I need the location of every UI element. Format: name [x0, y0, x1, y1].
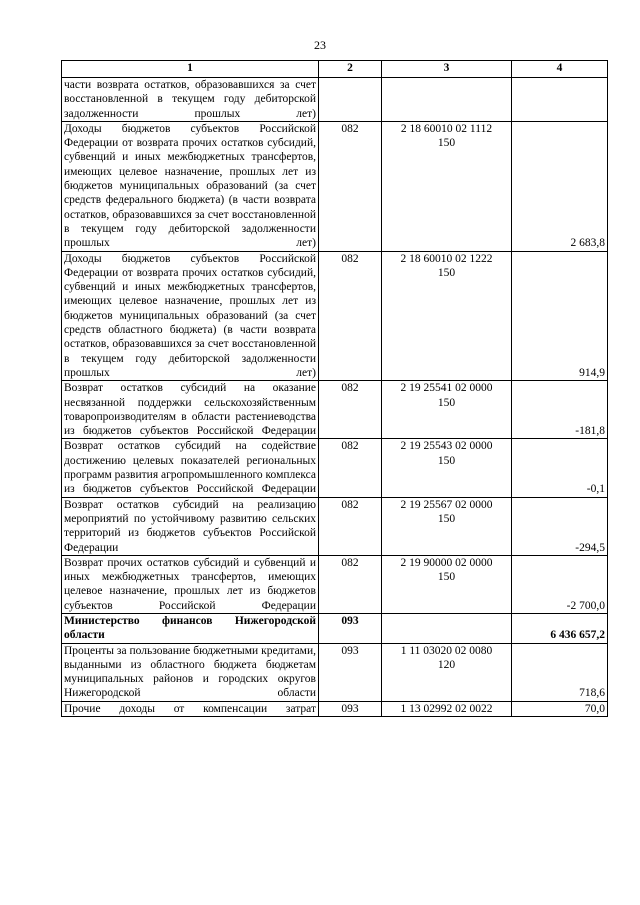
table-row — [62, 555, 608, 613]
row-amount: -2 700,0 — [512, 555, 608, 613]
row-budget-classification-code: 2 18 60010 02 1112 150 — [382, 121, 512, 251]
row-description: Министерство финансов Нижегородской области — [62, 613, 319, 643]
row-budget-classification-code — [382, 78, 512, 122]
row-admin-code: 093 — [319, 643, 382, 701]
row-amount: 718,6 — [512, 643, 608, 701]
row-amount: 70,0 — [512, 701, 608, 716]
column-header-2: 2 — [319, 61, 382, 78]
row-description: Возврат прочих остатков субсидий и субвенций и иных межбюджетных трансфертов, имеющих целевое назначение, прошлых лет из бюджетов субъектов Российской Федерации — [62, 555, 319, 613]
row-budget-classification-code: 2 19 90000 02 0000 150 — [382, 555, 512, 613]
row-amount: -0,1 — [512, 439, 608, 497]
row-admin-code: 093 — [319, 613, 382, 643]
row-description: Проценты за пользование бюджетными кредитами, выданными из областного бюджета бюджетам муниципальных районов и городских округов Нижегородской области — [62, 643, 319, 701]
row-admin-code: 082 — [319, 497, 382, 555]
row-budget-classification-code: 1 13 02992 02 0022 — [382, 701, 512, 716]
row-admin-code: 082 — [319, 251, 382, 381]
row-budget-classification-code: 2 18 60010 02 1222 150 — [382, 251, 512, 381]
row-amount — [512, 78, 608, 122]
row-description: Доходы бюджетов субъектов Российской Федерации от возврата прочих остатков субсидий, субвенций и иных межбюджетных трансфертов, имеющих целевое назначение, прошлых лет из бюджетов муниципальных образований (за счет средств областного бюджета) (в части возврата остатков, образовавшихся за счет восстановленной в текущем году дебиторской задолженности прошлых лет) — [62, 251, 319, 381]
row-admin-code: 082 — [319, 439, 382, 497]
row-description: Прочие доходы от компенсации затрат — [62, 701, 319, 716]
row-budget-classification-code: 2 19 25543 02 0000 150 — [382, 439, 512, 497]
row-description: части возврата остатков, образовавшихся за счет восстановленной в текущем году дебиторской задолженности прошлых лет) — [62, 78, 319, 122]
budget-revenue-table — [61, 60, 608, 717]
table-row — [62, 78, 608, 122]
row-description: Возврат остатков субсидий на реализацию мероприятий по устойчивому развитию сельских территорий из бюджетов субъектов Российской Федерации — [62, 497, 319, 555]
row-amount: -294,5 — [512, 497, 608, 555]
column-header-3: 3 — [382, 61, 512, 78]
row-budget-classification-code: 2 19 25567 02 0000 150 — [382, 497, 512, 555]
column-header-1: 1 — [62, 61, 319, 78]
row-description: Возврат остатков субсидий на оказание несвязанной поддержки сельскохозяйственным товаропроизводителям в области растениеводства из бюджетов субъектов Российской Федерации — [62, 381, 319, 439]
table-row — [62, 613, 608, 643]
row-admin-code: 082 — [319, 555, 382, 613]
row-amount: -181,8 — [512, 381, 608, 439]
row-amount: 914,9 — [512, 251, 608, 381]
row-budget-classification-code: 2 19 25541 02 0000 150 — [382, 381, 512, 439]
row-admin-code: 082 — [319, 381, 382, 439]
row-admin-code: 082 — [319, 121, 382, 251]
table-row — [62, 643, 608, 701]
table-row — [62, 251, 608, 381]
row-description: Доходы бюджетов субъектов Российской Федерации от возврата прочих остатков субсидий, субвенций и иных межбюджетных трансфертов, имеющих целевое назначение, прошлых лет из бюджетов муниципальных образований (за счет средств федерального бюджета) (в части возврата остатков, образовавшихся за счет восстановленной в текущем году дебиторской задолженности прошлых лет) — [62, 121, 319, 251]
row-budget-classification-code — [382, 613, 512, 643]
page-number: 23 — [314, 38, 326, 52]
table-row — [62, 121, 608, 251]
row-admin-code: 093 — [319, 701, 382, 716]
table-header-row — [62, 61, 608, 78]
row-amount: 6 436 657,2 — [512, 613, 608, 643]
row-amount: 2 683,8 — [512, 121, 608, 251]
row-admin-code — [319, 78, 382, 122]
table-row — [62, 439, 608, 497]
table-row — [62, 701, 608, 716]
table-row — [62, 381, 608, 439]
row-budget-classification-code: 1 11 03020 02 0080 120 — [382, 643, 512, 701]
table-row — [62, 497, 608, 555]
row-description: Возврат остатков субсидий на содействие достижению целевых показателей региональных программ развития агропромышленного комплекса из бюджетов субъектов Российской Федерации — [62, 439, 319, 497]
column-header-4: 4 — [512, 61, 608, 78]
